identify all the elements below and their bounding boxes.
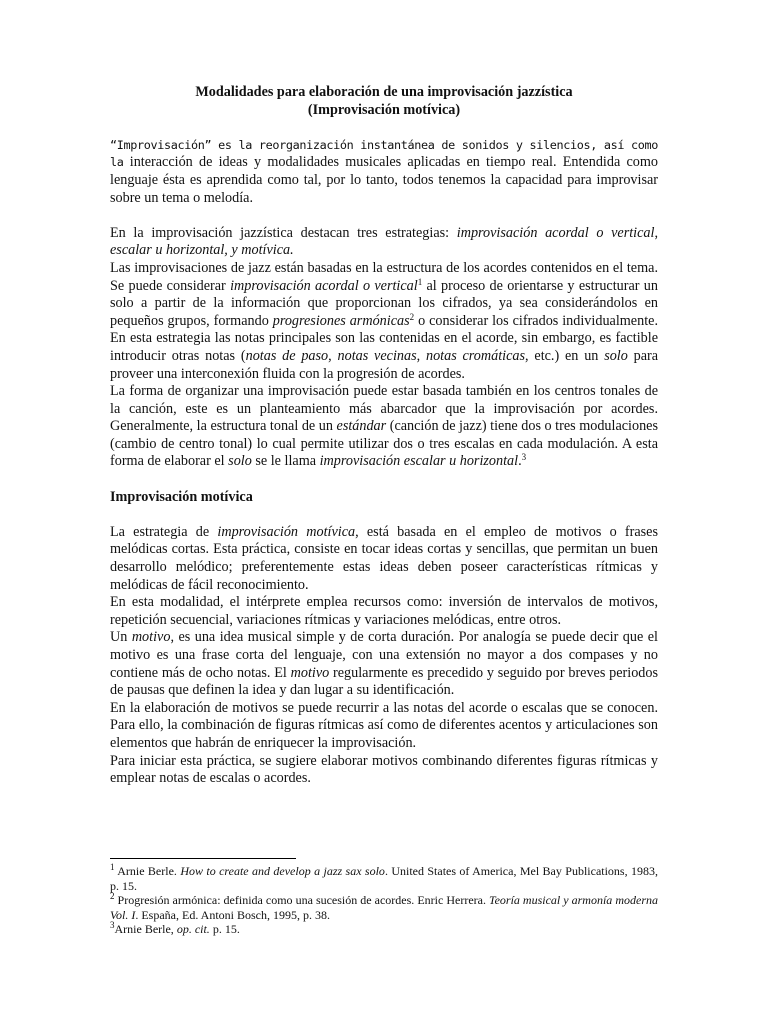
text: Un — [110, 629, 132, 646]
emphasis: estándar — [336, 418, 387, 435]
text: , etc.) en un — [525, 347, 605, 364]
text: , — [328, 347, 338, 364]
emphasis: notas cromáticas — [425, 347, 526, 364]
footnote-number: 2 — [110, 891, 115, 902]
footnote-3 — [110, 922, 658, 937]
emphasis: notas de paso — [245, 347, 329, 364]
paragraph-resources: En esta modalidad, el intérprete emplea recursos como: inversión de intervalos de motivos, repetición secuencial, variaciones rítmicas y variaciones melódicas, entre otros. — [110, 594, 658, 628]
text: regularmente es precedido y seguido por breves periodos de pausas que definen la idea y dan lugar a su identificación. — [110, 664, 659, 699]
footnote-number: 1 — [110, 862, 115, 872]
emphasis: solo — [228, 453, 252, 470]
emphasis: improvisación escalar u horizontal — [319, 453, 519, 470]
paragraph-strategies — [110, 225, 658, 260]
text: o considerar los cifrados individualmente. En esta estrategia las notas principales son las contenidas en el acorde, sin embargo, es factible introducir otras notas ( — [110, 312, 658, 364]
text: . — [518, 453, 522, 470]
footnote-ref-3[interactable]: 3 — [521, 452, 527, 463]
text: al proceso de orientarse y estructurar un solo a partir de la información que proporcionan los cifrados, ya sea considerándolos en pequeños grupos, formando — [110, 277, 658, 329]
text: , — [416, 347, 426, 364]
text: Arnie Berle, — [114, 922, 177, 937]
footnote-number: 3 — [110, 920, 115, 931]
text: p. 15. — [209, 922, 240, 937]
emphasis: improvisación acordal o vertical — [230, 277, 418, 294]
emphasis: How to create and develop a jazz sax solo — [180, 864, 385, 878]
emphasis: Teoría musical y armonía moderna Vol. I — [110, 893, 658, 922]
emphasis: improvisación motívica — [217, 523, 356, 540]
paragraph-motivic — [110, 524, 658, 594]
text: En la improvisación jazzística destacan tres estrategias: — [110, 224, 457, 241]
definition-first-line: “Improvisación” es la reorganización instantánea de sonidos y silencios, así como la — [110, 137, 658, 170]
footnotes — [110, 864, 658, 937]
paragraph-elaboration: En la elaboración de motivos se puede recurrir a las notas del acorde o escalas que se conocen. Para ello, la combinación de figuras rítmicas así como de diferentes acentos y articulaciones son elementos que habrán de enriquecer la improvisación. — [110, 699, 658, 751]
text: Progresión armónica: definida como una sucesión de acordes. Enric Herrera. — [114, 893, 489, 908]
text: . España, Ed. Antoni Bosch, 1995, p. 38. — [135, 907, 330, 922]
emphasis: progresiones armónicas — [272, 312, 410, 329]
footnote-1 — [110, 864, 658, 893]
emphasis: improvisación acordal o vertical — [456, 224, 655, 241]
title-line-1: Modalidades para elaboración de una improvisación jazzística — [195, 84, 573, 100]
emphasis: motivo — [131, 629, 171, 646]
footnote-2 — [110, 893, 658, 922]
paragraph-vertical — [110, 260, 658, 383]
paragraph-definition — [110, 137, 658, 207]
text: Arnie Berle. — [114, 864, 181, 878]
footnote-ref-2[interactable]: 2 — [409, 311, 415, 322]
paragraph-practice: Para iniciar esta práctica, se sugiere elaborar motivos combinando diferentes figuras rítmicas y emplear notas de escalas o acordes. — [110, 752, 658, 787]
emphasis: solo — [604, 347, 628, 364]
emphasis: op. cit. — [176, 922, 210, 937]
text: . United States of America, Mel Bay Publications, 1983, p. 15. — [110, 864, 658, 893]
definition-rest: interacción de ideas y modalidades musicales aplicadas en tiempo real. Entendida como lenguaje ésta es aprendida como tal, por lo tanto, todos tenemos la capacidad para improvisar sobre un tema o melodía. — [110, 154, 658, 206]
text: La estrategia de — [110, 523, 218, 540]
text: , está basada en el empleo de motivos o frases melódicas cortas. Esta práctica, consiste en tocar ideas cortas y sencillas, que permitan un buen desarrollo melódico; preferentemente estas ideas deben poseer características rítmicas y melódicas de fácil reconocimiento. — [110, 523, 658, 593]
text: se le llama — [251, 453, 320, 470]
title-line-2: (Improvisación motívica) — [307, 101, 461, 118]
paragraph-horizontal — [110, 383, 658, 471]
emphasis: notas vecinas — [337, 347, 417, 364]
page-title — [110, 84, 658, 119]
paragraph-motif-definition — [110, 629, 658, 699]
text: , es una idea musical simple y de corta duración. Por analogía se puede decir que el motivo es una frase corta del lenguaje, con una extensión no mayor a dos compases y no contiene más de ocho notas. El — [110, 629, 658, 681]
text: (canción de jazz) tiene dos o tres modulaciones (cambio de centro tonal) lo cual permite utilizar dos o tres escalas en cada modulación. A esta forma de elaborar el — [110, 418, 658, 470]
document-body — [110, 84, 658, 788]
emphasis: motivo — [290, 664, 330, 681]
footnote-ref-1[interactable]: 1 — [417, 276, 423, 287]
section-heading: Improvisación motívica — [110, 488, 253, 505]
footnote-separator — [110, 858, 296, 859]
text: , — [654, 224, 658, 241]
text: para proveer una interconexión fluida con la progresión de acordes. — [110, 347, 659, 382]
emphasis: escalar u horizontal, y motívica. — [110, 242, 294, 259]
text: Las improvisaciones de jazz están basadas en la estructura de los acordes contenidos en el tema. Se puede considerar — [110, 259, 658, 294]
text: La forma de organizar una improvisación puede estar basada también en los centros tonales de la canción, este es un planteamiento más abarcador que la improvisación por acordes. Generalmente, la estructura tonal de un — [110, 383, 658, 435]
